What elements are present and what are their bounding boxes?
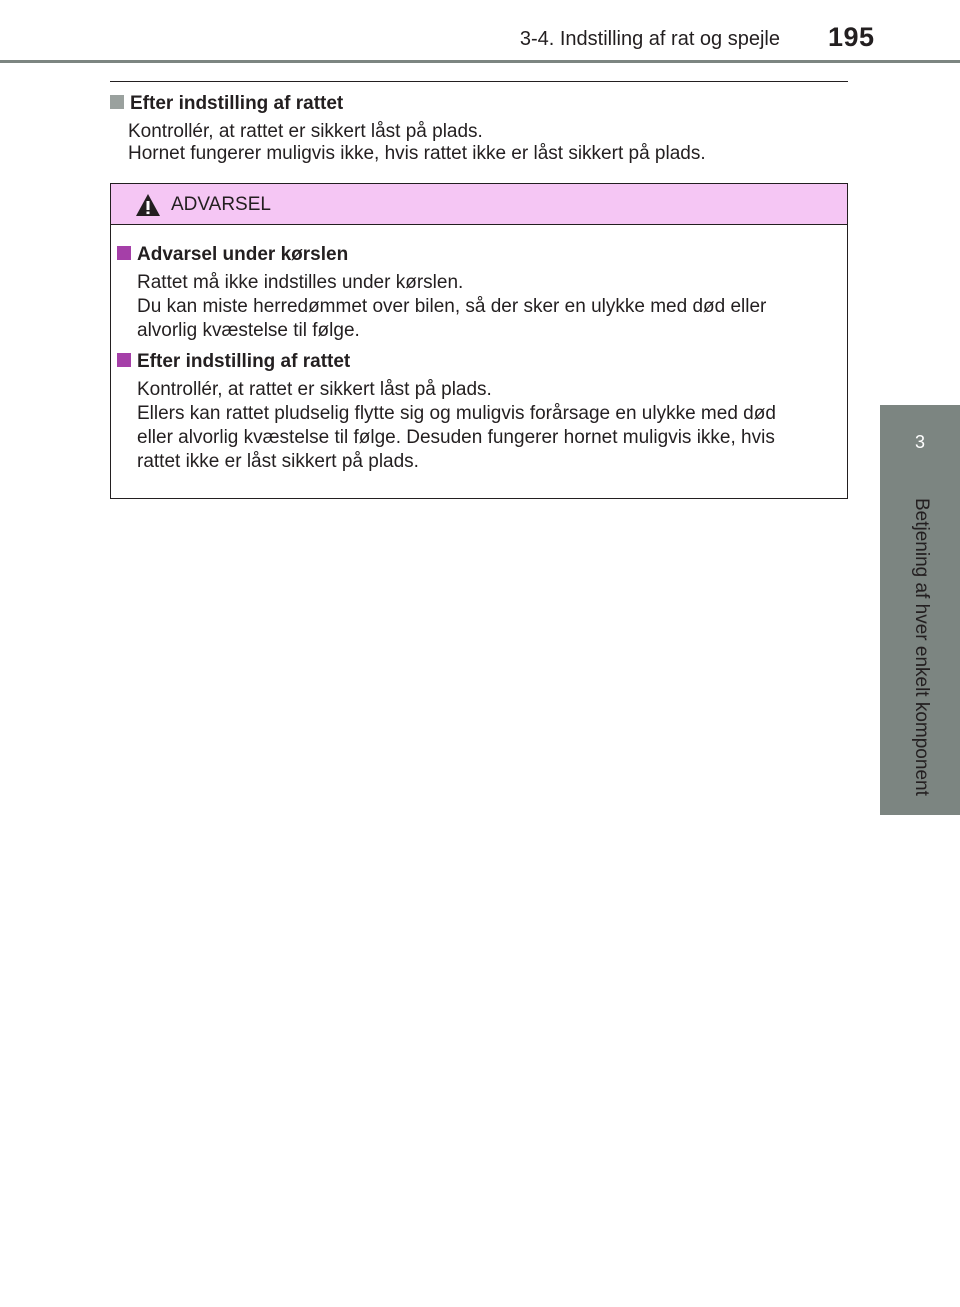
warning-triangle-icon [135, 193, 161, 217]
warning-item-paragraph [137, 378, 837, 474]
text-line: Rattet må ikke indstilles under kørslen. [137, 272, 464, 293]
text-line: Kontrollér, at rattet er sikkert låst på plads. [137, 379, 492, 400]
text-line: Du kan miste herredømmet over bilen, så der sker en ulykke med død eller [137, 296, 767, 317]
square-bullet-icon [110, 95, 124, 109]
section-paragraph [128, 121, 706, 165]
warning-item-heading-text: Advarsel under kørslen [137, 244, 349, 265]
warning-header [111, 184, 847, 225]
square-bullet-icon [117, 353, 131, 367]
section-heading-text: Efter indstilling af rattet [130, 93, 344, 114]
chapter-number: 3 [914, 432, 925, 452]
text-line: rattet ikke er låst sikkert på plads. [137, 451, 419, 472]
header-rule [0, 60, 960, 63]
page-number: 195 [828, 22, 875, 52]
warning-label: ADVARSEL [171, 194, 271, 215]
warning-item-heading [117, 351, 350, 373]
section-rule [110, 81, 848, 82]
running-header-title: 3-4. Indstilling af rat og spejle [519, 28, 780, 50]
section-heading [110, 93, 343, 115]
text-line: Ellers kan rattet pludselig flytte sig og muligvis forårsage en ulykke med død [137, 403, 776, 424]
warning-item-heading-text: Efter indstilling af rattet [137, 351, 351, 372]
square-bullet-icon [117, 246, 131, 260]
warning-box [110, 183, 848, 499]
warning-item-paragraph [137, 271, 837, 343]
text-line: Hornet fungerer muligvis ikke, hvis rattet ikke er låst sikkert på plads. [128, 143, 706, 164]
text-line: eller alvorlig kvæstelse til følge. Desuden fungerer hornet muligvis ikke, hvis [137, 427, 775, 448]
chapter-title: Betjening af hver enkelt komponent [911, 498, 932, 796]
text-line: Kontrollér, at rattet er sikkert låst på plads. [128, 121, 483, 142]
text-line: alvorlig kvæstelse til følge. [137, 320, 360, 341]
warning-item-heading [117, 244, 348, 266]
